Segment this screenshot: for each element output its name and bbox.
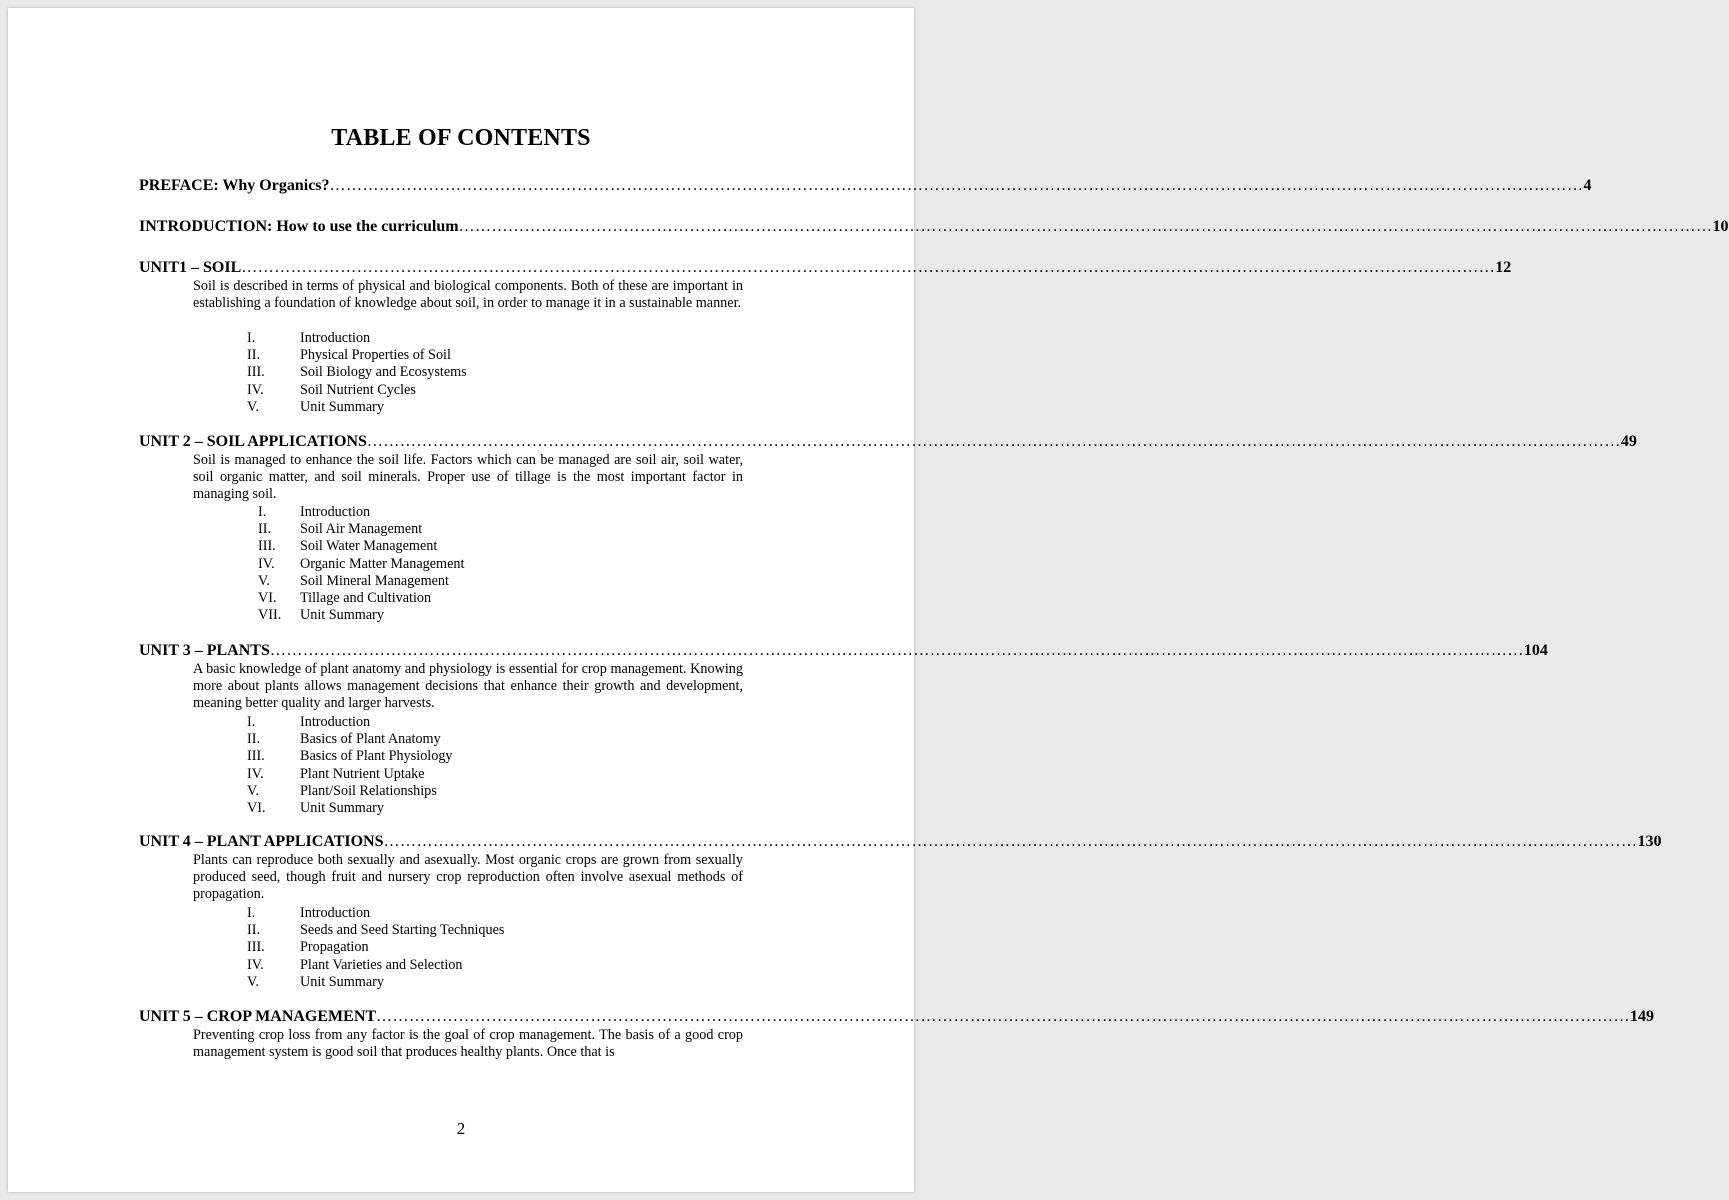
unit-description: Soil is managed to enhance the soil life. Factors which can be managed are soil air, soil water, soil organic matter, and soil minerals. Proper use of tillage is the most important factor in managing soil.: [193, 452, 743, 502]
document-page: [8, 8, 1729, 1192]
list-item[interactable]: IV. Organic Matter Management: [258, 555, 465, 572]
toc-entry-label: UNIT 3 – PLANTS: [139, 642, 270, 659]
list-item[interactable]: V. Soil Mineral Management: [258, 572, 449, 589]
unit-description: Plants can reproduce both sexually and asexually. Most organic crops are grown from sexually produced seed, though fruit and nursery crop reproduction often involve asexual methods of propagation.: [193, 852, 743, 902]
dot-leader: …………………………………………………………………………………………………………………………………………………………………………………………………………: [329, 177, 1584, 194]
unit-section-list: [193, 905, 504, 991]
unit-description: A basic knowledge of plant anatomy and physiology is essential for crop management. Knowing more about plants allows management decisions that enhance their growth and development, meaning better quality and larger harvests.: [193, 661, 743, 711]
toc-entry-introduction[interactable]: [139, 217, 1729, 237]
list-item[interactable]: II. Soil Air Management: [258, 521, 423, 538]
dot-leader: …………………………………………………………………………………………………………………………………………………………………………………………………………: [376, 1008, 1631, 1025]
list-item[interactable]: II. Seeds and Seed Starting Techniques: [247, 922, 505, 939]
unit-section-list: [193, 714, 453, 817]
unit-description: Preventing crop loss from any factor is the goal of crop management. The basis of a good crop management system is good soil that produces healthy plants. Once that is: [193, 1027, 743, 1060]
toc-entry-label: PREFACE: Why Organics?: [139, 177, 330, 194]
list-item[interactable]: I. Introduction: [247, 905, 371, 921]
dot-leader: …………………………………………………………………………………………………………………………………………………………………………………………………………: [383, 833, 1638, 850]
toc-entry-page: 4: [1583, 177, 1592, 194]
list-item[interactable]: VI. Unit Summary: [247, 800, 384, 817]
page-title: TABLE OF CONTENTS: [331, 125, 591, 151]
list-item[interactable]: I. Introduction: [247, 714, 371, 730]
toc-entry-label: INTRODUCTION: How to use the curriculum: [139, 218, 459, 235]
toc-entry-page: 149: [1630, 1008, 1655, 1025]
toc-entry-unit-5[interactable]: [139, 1007, 1655, 1027]
dot-leader: …………………………………………………………………………………………………………………………………………………………………………………………………………: [366, 433, 1621, 450]
list-item[interactable]: III. Basics of Plant Physiology: [247, 748, 453, 765]
unit-description: Soil is described in terms of physical and biological components. Both of these are important in establishing a foundation of knowledge about soil, in order to manage it in a sustainable manner.: [193, 278, 743, 311]
toc-entry-label: UNIT 2 – SOIL APPLICATIONS: [139, 433, 367, 450]
toc-entry-page: 49: [1620, 433, 1637, 450]
list-item[interactable]: II. Physical Properties of Soil: [247, 347, 451, 364]
toc-entry-label: UNIT 5 – CROP MANAGEMENT: [139, 1008, 377, 1025]
toc-entry-page: 130: [1637, 833, 1662, 850]
toc-entry-unit-1[interactable]: [139, 258, 1512, 278]
list-item[interactable]: VII. Unit Summary: [258, 607, 384, 624]
list-item[interactable]: III. Soil Biology and Ecosystems: [247, 364, 467, 381]
list-item[interactable]: V. Unit Summary: [247, 398, 384, 415]
toc-entry-unit-4[interactable]: [139, 832, 1662, 852]
toc-entry-page: 10: [1712, 218, 1729, 235]
page-number: 2: [456, 1119, 466, 1138]
list-item[interactable]: VI. Tillage and Cultivation: [258, 590, 432, 607]
list-item[interactable]: IV. Plant Varieties and Selection: [247, 956, 463, 973]
dot-leader: …………………………………………………………………………………………………………………………………………………………………………………………………………: [241, 259, 1496, 276]
list-item[interactable]: IV. Soil Nutrient Cycles: [247, 381, 416, 398]
toc-entry-page: 104: [1523, 642, 1548, 659]
toc-entry-preface[interactable]: [139, 176, 1592, 196]
toc-entry-label: UNIT1 – SOIL: [139, 259, 242, 276]
list-item[interactable]: V. Unit Summary: [247, 973, 384, 990]
list-item[interactable]: II. Basics of Plant Anatomy: [247, 731, 441, 748]
toc-entry-page: 12: [1495, 259, 1512, 276]
dot-leader: …………………………………………………………………………………………………………………………………………………………………………………………………………: [269, 642, 1524, 659]
list-item[interactable]: V. Plant/Soil Relationships: [247, 782, 437, 799]
list-item[interactable]: IV. Plant Nutrient Uptake: [247, 765, 425, 782]
dot-leader: …………………………………………………………………………………………………………………………………………………………………………………………………………: [458, 218, 1713, 235]
unit-section-list: [193, 330, 467, 416]
toc-entry-unit-2[interactable]: [139, 432, 1637, 452]
unit-section-list: [193, 504, 464, 624]
list-item[interactable]: III. Propagation: [247, 939, 369, 956]
list-item[interactable]: I. Introduction: [247, 330, 371, 346]
list-item[interactable]: I. Introduction: [258, 504, 371, 520]
list-item[interactable]: III. Soil Water Management: [258, 538, 438, 555]
toc-entry-unit-3[interactable]: [139, 641, 1548, 661]
toc-entry-label: UNIT 4 – PLANT APPLICATIONS: [139, 833, 384, 850]
